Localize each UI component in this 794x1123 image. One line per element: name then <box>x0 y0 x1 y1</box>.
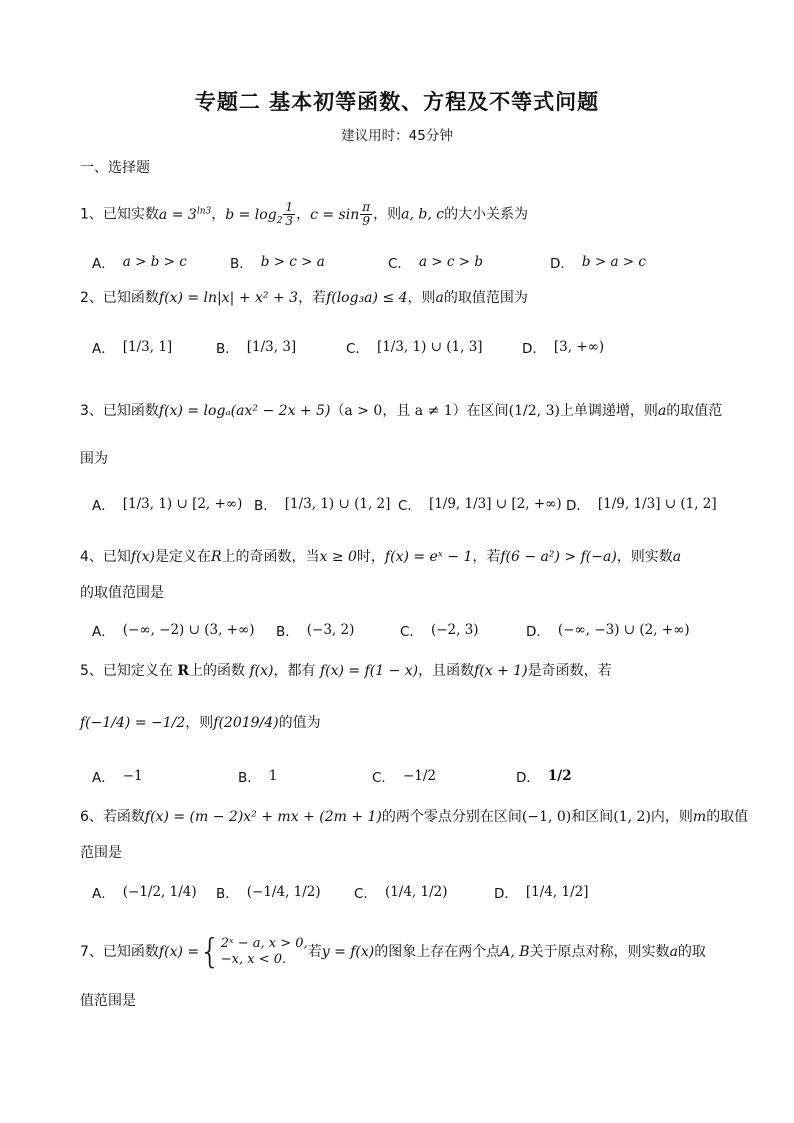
suggested-time: 建议用时：45分钟 <box>341 128 453 144</box>
question-4-continued: 的取值范围是 <box>80 585 164 601</box>
option-b[interactable]: B． [1/3, 1) ∪ (1, 2] <box>254 496 391 514</box>
option-d[interactable]: D． [3, +∞) <box>522 339 605 357</box>
section-heading: 一、选择题 <box>80 160 150 176</box>
question-6-continued: 范围是 <box>80 845 122 861</box>
option-d[interactable]: D． [1/9, 1/3] ∪ (1, 2] <box>566 496 717 514</box>
option-a[interactable]: A． (−1/2, 1/4) <box>92 884 197 902</box>
option-d[interactable]: D． b > a > c <box>550 254 646 272</box>
option-c[interactable]: C． [1/3, 1) ∪ (1, 3] <box>346 339 483 357</box>
option-a[interactable]: A． a > b > c <box>92 254 187 272</box>
option-a[interactable]: A． −1 <box>92 768 143 786</box>
option-a[interactable]: A． [1/3, 1] <box>92 339 173 357</box>
option-c[interactable]: C． −1/2 <box>372 768 436 786</box>
question-3-continued: 围为 <box>80 451 108 467</box>
piecewise-brace: { <box>199 932 221 972</box>
question-4: 4、已知f(x)是定义在R上的奇函数，当x ≥ 0时，f(x) = eˣ − 1，若f(6 − a²) > f(−a)，则实数a <box>80 549 682 565</box>
option-d[interactable]: D． (−∞, −3) ∪ (2, +∞) <box>526 622 690 640</box>
question-2: 2、已知函数f(x) = ln|x| + x² + 3，若f(log₃a) ≤ 4，则a的取值范围为 <box>80 290 528 306</box>
option-c[interactable]: C． a > c > b <box>388 254 483 272</box>
question-5: 5、已知定义在 R上的函数 f(x)，都有 f(x) = f(1 − x)，且函数f(x + 1)是奇函数，若 <box>80 663 612 679</box>
question-7-continued: 值范围是 <box>80 993 136 1009</box>
option-d[interactable]: D． 1/2 <box>516 768 572 786</box>
question-7: 7、已知函数f(x) ={ 2ˣ − a, x > 0, −x, x < 0. 若y = f(x)的图象上存在两个点A, B关于原点对称，则实数a的取 <box>80 932 706 972</box>
option-c[interactable]: C． (1/4, 1/2) <box>354 884 448 902</box>
piecewise-cases: 2ˣ − a, x > 0, −x, x < 0. <box>220 936 308 967</box>
option-b[interactable]: B． [1/3, 3] <box>216 339 297 357</box>
option-d[interactable]: D． [1/4, 1/2] <box>494 884 589 902</box>
page-title: 专题二 基本初等函数、方程及不等式问题 <box>194 89 600 114</box>
option-b[interactable]: B． (−1/4, 1/2) <box>216 884 321 902</box>
question-5-continued: f(−1/4) = −1/2，则f(2019/4)的值为 <box>80 715 321 731</box>
option-b[interactable]: B． (−3, 2) <box>276 622 355 640</box>
option-a[interactable]: A． (−∞, −2) ∪ (3, +∞) <box>92 622 255 640</box>
question-6: 6、若函数f(x) = (m − 2)x² + mx + (2m + 1)的两个零点分别在区间(−1, 0)和区间(1, 2)内，则m的取值 <box>80 809 749 825</box>
option-a[interactable]: A． [1/3, 1) ∪ [2, +∞) <box>92 496 243 514</box>
question-1: 1、已知实数$a = 3^{ln3}$，$b = \log_2$ $\frac{1}{3}$ ，c = sin $\frac{\pi}{9}$ ，则a, b, c的大小关系为 <box>80 200 529 229</box>
option-b[interactable]: B． b > c > a <box>230 254 325 272</box>
option-b[interactable]: B． 1 <box>238 768 278 786</box>
option-c[interactable]: C． [1/9, 1/3] ∪ [2, +∞) <box>398 496 562 514</box>
option-c[interactable]: C． (−2, 3) <box>400 622 479 640</box>
question-3: 3、已知函数f(x) = logₐ(ax² − 2x + 5)（a > 0，且 a ≠ 1）在区间(1/2, 3)上单调递增，则a的取值范 <box>80 403 723 419</box>
